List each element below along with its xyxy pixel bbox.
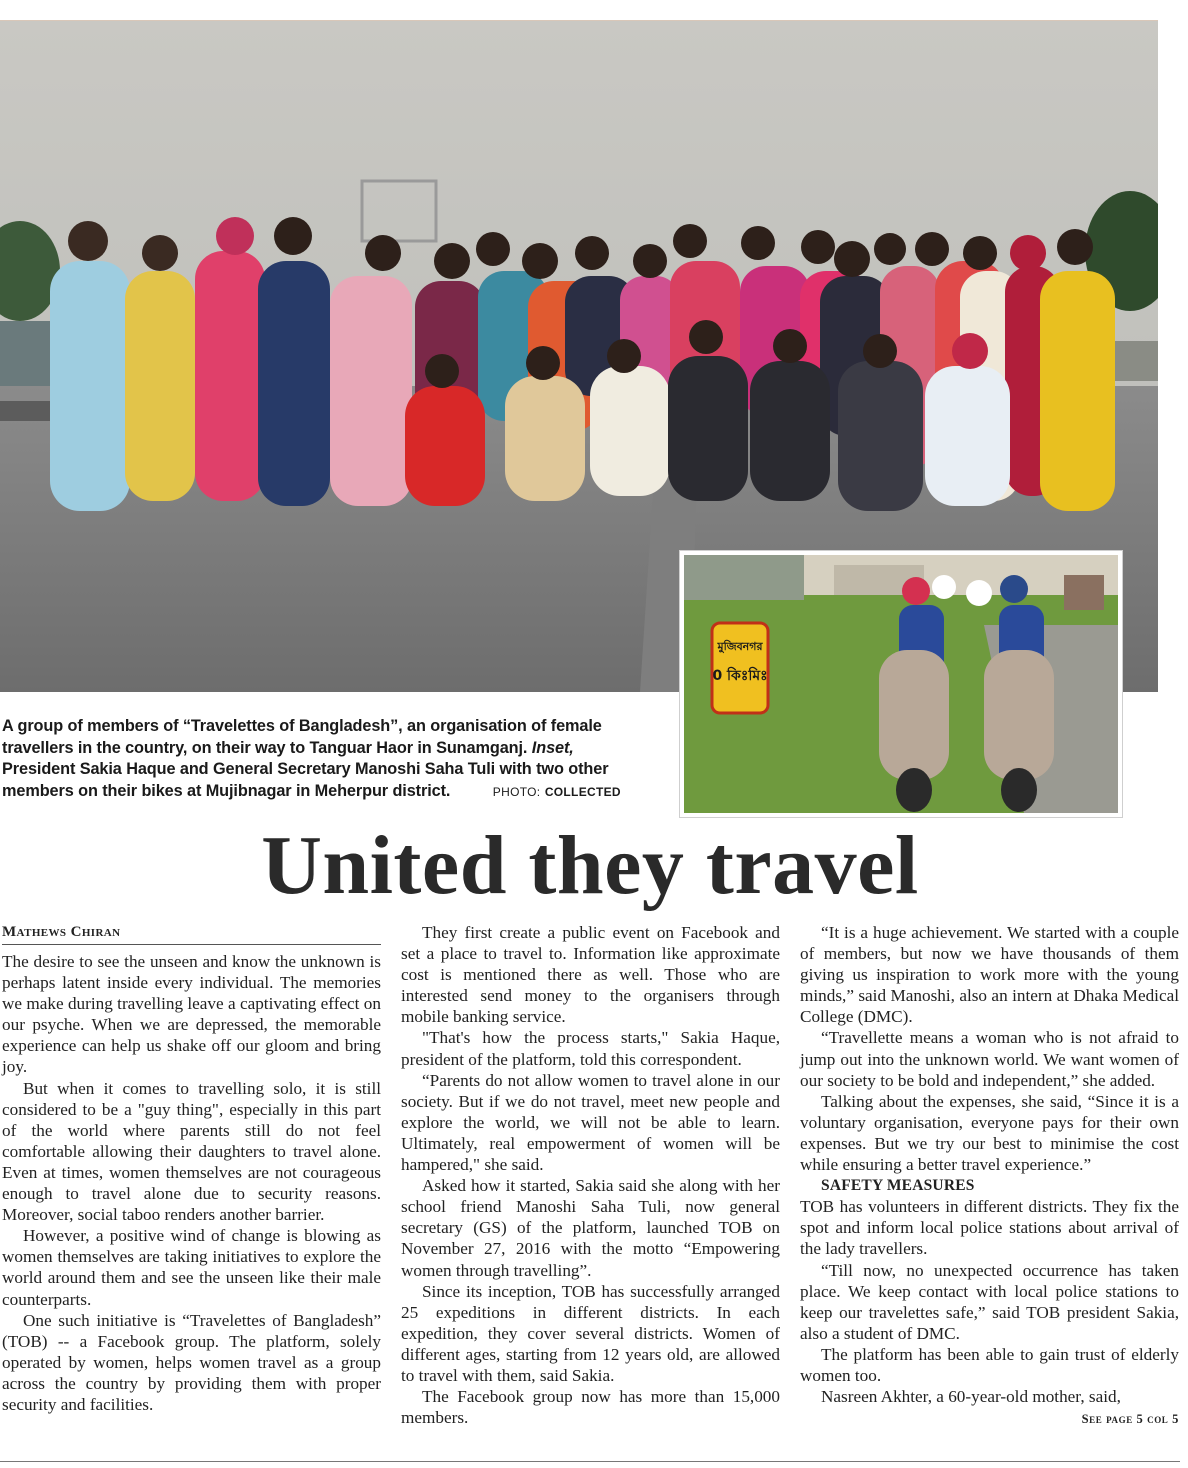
inset-photo [680, 551, 1122, 817]
article-column-3 [800, 922, 1179, 1430]
paragraph: Nasreen Akhter, a 60-year-old mother, said, [821, 1387, 1121, 1407]
paragraph: The Facebook group now has more than 15,000 members. [401, 1387, 780, 1428]
paragraph: “It is a huge achievement. We started with a couple of members, but now we have thousands of them giving us inspiration to work more with the young minds,” said Manoshi, also an intern at Dhaka Medical College (DMC). [800, 923, 1179, 1027]
caption-line-4: members on their bikes at Mujibnagar in Meherpur district. [2, 781, 451, 800]
paragraph: “Travellette means a woman who is not afraid to jump out into the unknown world. We want women of our society to be bold and independent,” she added. [800, 1028, 1179, 1090]
paragraph: The platform has been able to gain trust of elderly women too. [800, 1344, 1179, 1385]
inset-sign-line2: 0 কিঃমিঃ [712, 668, 768, 684]
caption-line-1: A group of members of “Travelettes of Bangladesh”, an organisation of female [2, 717, 602, 735]
paragraph: Talking about the expenses, she said, “Since it is a voluntary organisation, everyone pays for their own expenses. But we try our best to minimise the cost while ensuring a better travel experience.” [800, 1091, 1179, 1175]
paragraph: "That's how the process starts," Sakia Haque, president of the platform, told this correspondent. [401, 1028, 780, 1069]
paragraph: But when it comes to travelling solo, it is still considered to be a "guy thing", especially in this part of the world where parents still do not feel comfortable allowing their daughters to travel alone. Even at times, women themselves are not courageous enough to travel alone due to security reasons. Moreover, social taboo renders another barrier. [2, 1078, 381, 1225]
inset-photo-illustration [684, 555, 1118, 813]
paragraph: TOB has volunteers in different districts. They fix the spot and inform local police stations about arrival of the lady travellers. [800, 1197, 1179, 1259]
paragraph: Asked how it started, Sakia said she along with her school friend Manoshi Saha Tuli, now general secretary (GS) of the platform, launched TOB on November 27, 2016 with the motto “Empowering women through travelling”. [401, 1176, 780, 1280]
paragraph: One such initiative is “Travelettes of Bangladesh” (TOB) -- a Facebook group. The platform, solely operated by women, helps women travel as a group across the country by providing them with proper security and facilities. [2, 1310, 381, 1414]
photo-credit-label: PHOTO: [492, 784, 541, 799]
photo-caption [2, 716, 668, 803]
caption-line-2: travellers in the country, on their way to Tanguar Haor in Sunamganj. [2, 738, 528, 757]
article-column-1 [2, 922, 381, 1415]
paragraph: “Parents do not allow women to travel alone in our society. But if we do not travel, meet new people and explore the world, we will not be able to learn. Ultimately, real empowerment of women will be hampered," she said. [401, 1070, 780, 1175]
byline: Mathews Chiran [2, 922, 381, 945]
caption-line-3: President Sakia Haque and General Secretary Manoshi Saha Tuli with two other [2, 760, 609, 778]
bottom-rule [0, 1461, 1180, 1462]
paragraph: They first create a public event on Facebook and set a place to travel to. Information like approximate cost is mentioned there as well. Those who are interested send money to the organisers through mobile banking service. [401, 923, 780, 1027]
paragraph: “Till now, no unexpected occurrence has taken place. We keep contact with local police stations to keep our travelettes safe,” said TOB president Sakia, also a student of DMC. [800, 1260, 1179, 1343]
paragraph: Since its inception, TOB has successfully arranged 25 expeditions in different districts. In each expedition, they cover several districts. Women of different ages, starting from 12 years old, are allowed to travel with them, said Sakia. [401, 1281, 780, 1385]
article-column-2 [401, 922, 780, 1428]
headline: United they travel [261, 819, 919, 912]
paragraph: However, a positive wind of change is blowing as women themselves are taking initiatives to explore the world around them and see the unseen like their male counterparts. [2, 1226, 381, 1309]
paragraph: The desire to see the unseen and know the unknown is perhaps latent inside every individual. The memories we make during travelling leave a captivating effect on our psyche. When we are depressed, the memorable experience can help us shake off our gloom and bring joy. [2, 952, 381, 1077]
caption-inset-word: Inset, [531, 738, 574, 757]
subhead-safety-measures: SAFETY MEASURES [821, 1177, 975, 1195]
inset-sign-line1: মুজিবনগর [717, 640, 763, 653]
continued-on-page: See page 5 col 5 [1081, 1412, 1179, 1427]
photo-credit-name: COLLECTED [544, 784, 621, 799]
